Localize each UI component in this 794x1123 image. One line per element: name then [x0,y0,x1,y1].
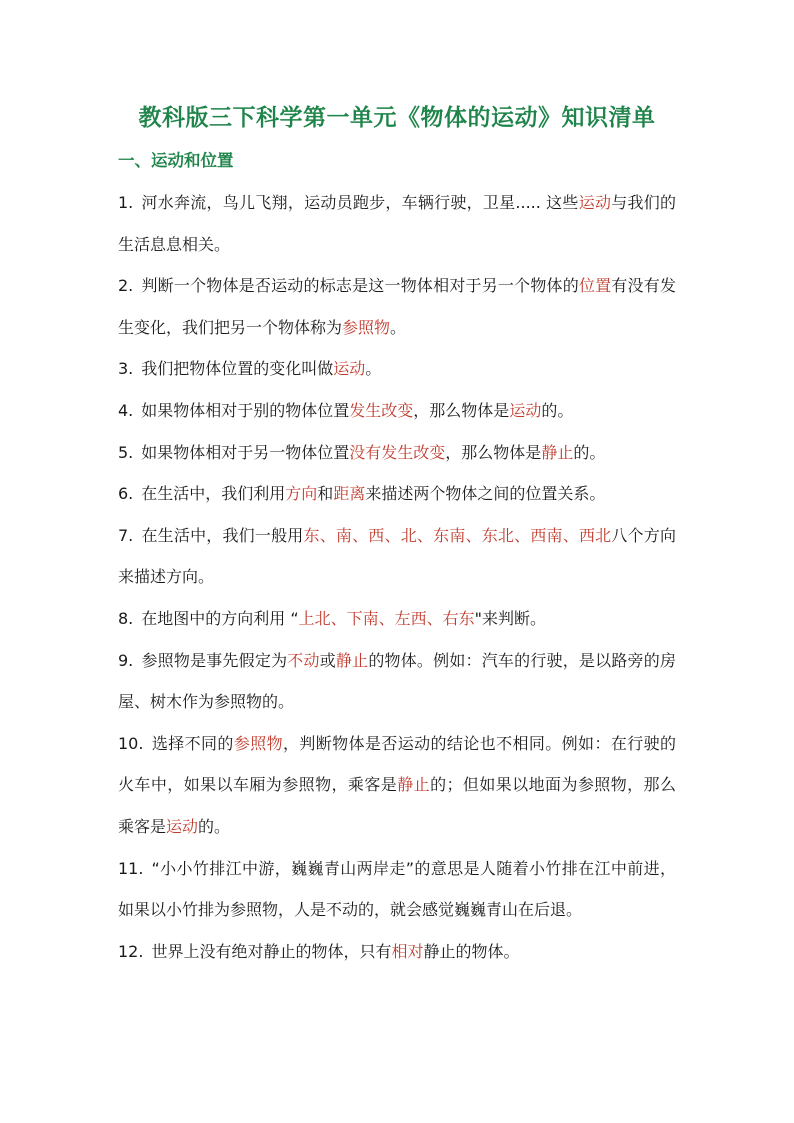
highlighted-term: 静止 [541,442,574,462]
highlighted-term: 静止 [335,650,369,670]
section-heading: 一、运动和位置 [118,151,234,170]
highlighted-term: 不动 [287,650,320,670]
item-text: 世界上没有绝对静止的物体，只有 [151,941,392,961]
list-item [118,473,676,515]
highlighted-term: 没有发生改变 [349,442,446,462]
list-item [118,723,676,848]
item-text: 在生活中，我们利用 [141,484,286,504]
item-number: 4. [118,400,134,420]
highlighted-term: 运动 [578,193,612,212]
item-text: 的。 [573,442,606,462]
item-text: 八个方向来描述方向。 [118,525,676,587]
item-number: 5. [118,442,134,462]
item-text: 来描述两个物体之间的位置关系。 [365,484,606,504]
highlighted-term: 运动 [333,359,366,379]
item-text: 。 [390,317,407,337]
item-text: ，判断物体是否运动的结论也不相同。例如：在行驶的火车中，如果以车厢为参照物，乘客是 [118,733,676,795]
item-text: 和 [317,484,334,504]
item-text: 的。 [198,816,231,836]
item-text: 如果物体相对于别的物体位置 [141,400,350,420]
item-text: 或 [319,650,336,670]
list-item [118,182,676,265]
item-number: 12. [118,941,144,961]
highlighted-term: 参照物 [233,733,283,753]
highlighted-term: 东、南、西、北、东南、东北、西南、西北 [303,525,612,545]
highlighted-term: 相对 [391,941,424,961]
highlighted-term: 静止 [397,775,431,795]
list-item [118,515,676,598]
item-text: 选择不同的 [151,733,234,753]
item-text: 在生活中，我们一般用 [141,525,304,545]
item-text: ，那么物体是 [413,400,510,420]
item-number: 8. [118,608,134,628]
item-number: 6. [118,484,134,504]
item-text: 的物体。例如：汽车的行驶，是以路旁的房屋、树木作为参照物的。 [118,650,676,712]
list-item [118,390,676,432]
list-item [118,848,676,931]
document-title: 教科版三下科学第一单元《物体的运动》知识清单 [138,104,656,131]
highlighted-term: 发生改变 [349,400,414,420]
item-text: 静止的物体。 [423,941,520,961]
item-text: 有没有发生变化，我们把另一个物体称为 [118,276,676,337]
item-text: 判断一个物体是否运动的标志是这一物体相对于另一个物体的 [141,276,579,296]
item-text: "来判断。 [474,608,547,628]
highlighted-term: 运动 [166,816,199,836]
item-number: 1. [118,193,134,212]
knowledge-list [118,182,676,972]
item-text: 的；但如果以地面为参照物，那么乘客是 [118,775,676,836]
item-text: ，那么物体是 [445,442,542,462]
list-item [118,598,676,640]
highlighted-term: 参照物 [342,317,391,337]
item-number: 3. [118,359,134,379]
list-item [118,348,676,390]
highlighted-term: 距离 [333,484,366,504]
item-text: 如果物体相对于另一物体位置 [141,442,350,462]
list-item [118,931,676,973]
item-text: 河水奔流，鸟儿飞翔，运动员跑步，车辆行驶，卫星..... 这些 [141,193,579,212]
list-item [118,640,676,723]
item-text: “小小竹排江中游，巍巍青山两岸走”的意思是人随着小竹排在江中前进，如果以小竹排为参照物，人是不动的，就会感觉巍巍青山在后退。 [118,858,676,920]
list-item [118,432,676,474]
item-number: 11. [118,858,144,878]
item-text: 的。 [541,400,574,420]
highlighted-term: 位置 [578,276,612,296]
highlighted-term: 方向 [285,484,318,504]
item-text: 与我们的生活息息相关。 [118,193,676,254]
list-item [118,265,676,348]
item-text: 。 [365,359,382,379]
item-text: 我们把物体位置的变化叫做 [141,359,334,379]
item-number: 2. [118,276,134,296]
item-number: 9. [118,650,134,670]
item-text: 在地图中的方向利用 “ [141,608,299,628]
item-number: 10. [118,733,144,753]
highlighted-term: 运动 [509,400,542,420]
highlighted-term: 上北、下南、左西、右东 [298,608,475,628]
item-number: 7. [118,525,134,545]
item-text: 参照物是事先假定为 [141,650,288,670]
